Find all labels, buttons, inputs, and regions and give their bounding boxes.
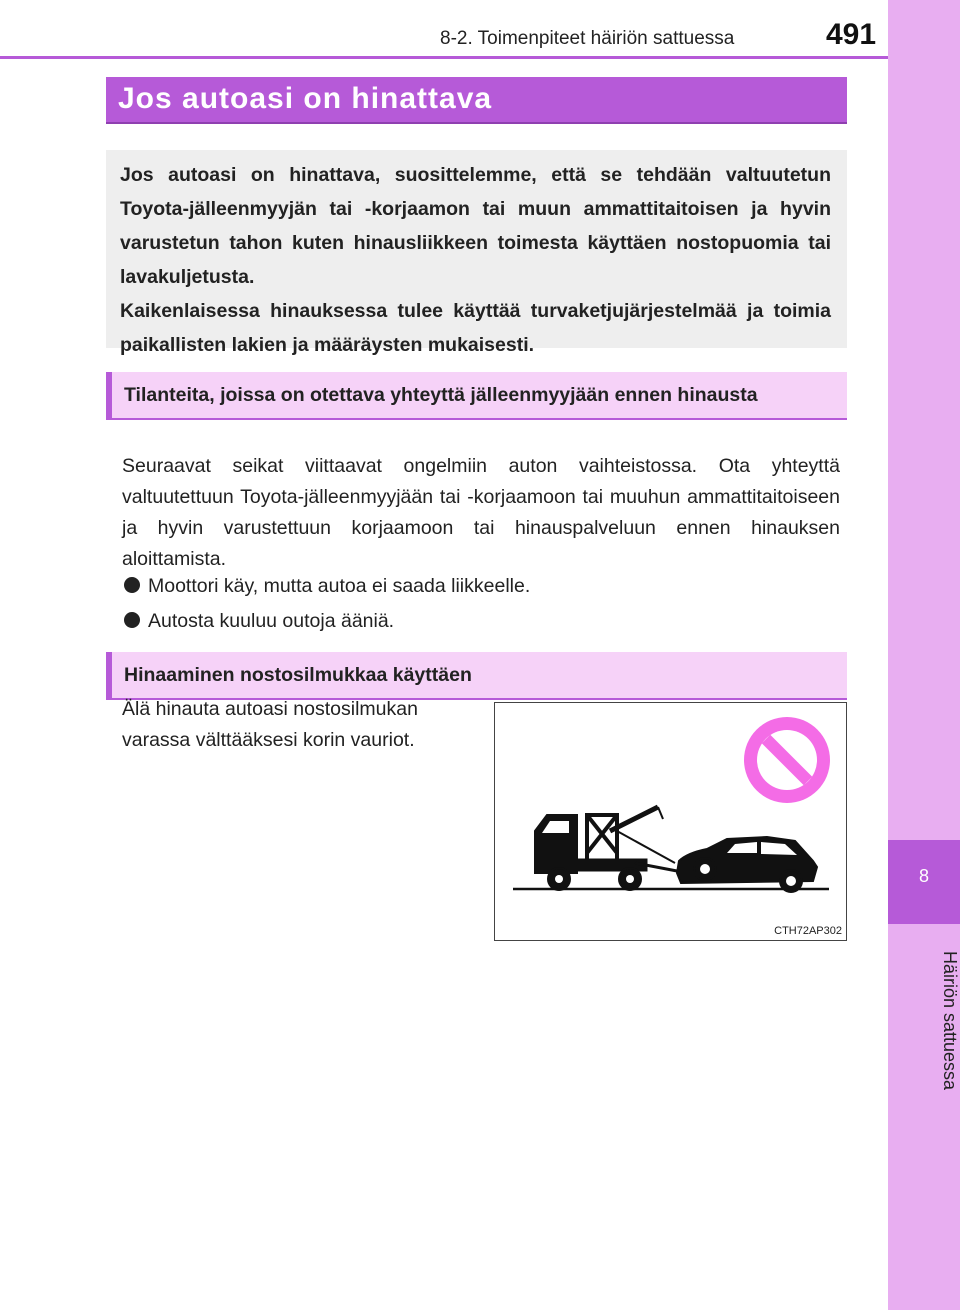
tow-truck-icon xyxy=(535,807,677,890)
tow-truck-illustration xyxy=(495,703,845,939)
intro-paragraph-2: Kaikenlaisessa hinauksessa tulee käyttää turvaketjujärjestelmää ja toimia paikallisten lakien ja määräysten mukaisesti. xyxy=(120,300,831,356)
page-title-bar xyxy=(106,77,847,124)
section2-heading xyxy=(106,652,847,700)
figure-code: CTH72AP302 xyxy=(774,925,842,937)
section1-text: Seuraavat seikat viittaavat ongelmiin auton vaihteistossa. Ota yhteyttä valtuutettuun Toyota-jälleenmyyjään tai -korjaamoon tai muuhun ammattitaitoiseen ja hyvin varustettuun korjaamoon tai hinauspalveluun ennen hinauksen aloittamista. xyxy=(122,455,840,570)
towing-illustration xyxy=(494,702,847,941)
prohibition-icon xyxy=(744,717,830,803)
bullet-text: Autosta kuuluu outoja ääniä. xyxy=(148,610,395,632)
list-item xyxy=(124,606,394,637)
list-item xyxy=(124,571,530,602)
bullet-icon xyxy=(124,612,140,628)
chapter-label: Häiriön sattuessa xyxy=(940,951,960,1091)
section2-heading-text: Hinaaminen nostosilmukkaa käyttäen xyxy=(124,664,472,686)
section2-text: Älä hinauta autoasi nostosilmukan varassa välttääksesi korin vauriot. xyxy=(122,698,418,751)
page-title: Jos autoasi on hinattava xyxy=(118,82,493,115)
bullet-icon xyxy=(124,577,140,593)
section-header: 8-2. Toimenpiteet häiriön sattuessa xyxy=(440,28,735,49)
page-number: 491 xyxy=(826,18,877,51)
intro-paragraph-1: Jos autoasi on hinattava, suosittelemme, että se tehdään valtuutetun Toyota-jälleenmyyjän tai -korjaamon tai muun ammattitaitoisen ja hyvin varustetun tahon kuten hinausliikkeen toimesta käyttäen nostopuomia tai lavakuljetusta. xyxy=(120,164,831,288)
car-icon xyxy=(677,837,817,892)
chapter-number: 8 xyxy=(918,866,929,886)
intro-box xyxy=(106,150,847,356)
section1-heading-text: Tilanteita, joissa on otettava yhteyttä jälleenmyyjään ennen hinausta xyxy=(124,384,758,406)
side-tab xyxy=(888,0,960,1310)
bullet-text: Moottori käy, mutta autoa ei saada liikkeelle. xyxy=(148,575,531,597)
header-divider xyxy=(0,56,888,59)
section1-heading xyxy=(106,372,847,420)
